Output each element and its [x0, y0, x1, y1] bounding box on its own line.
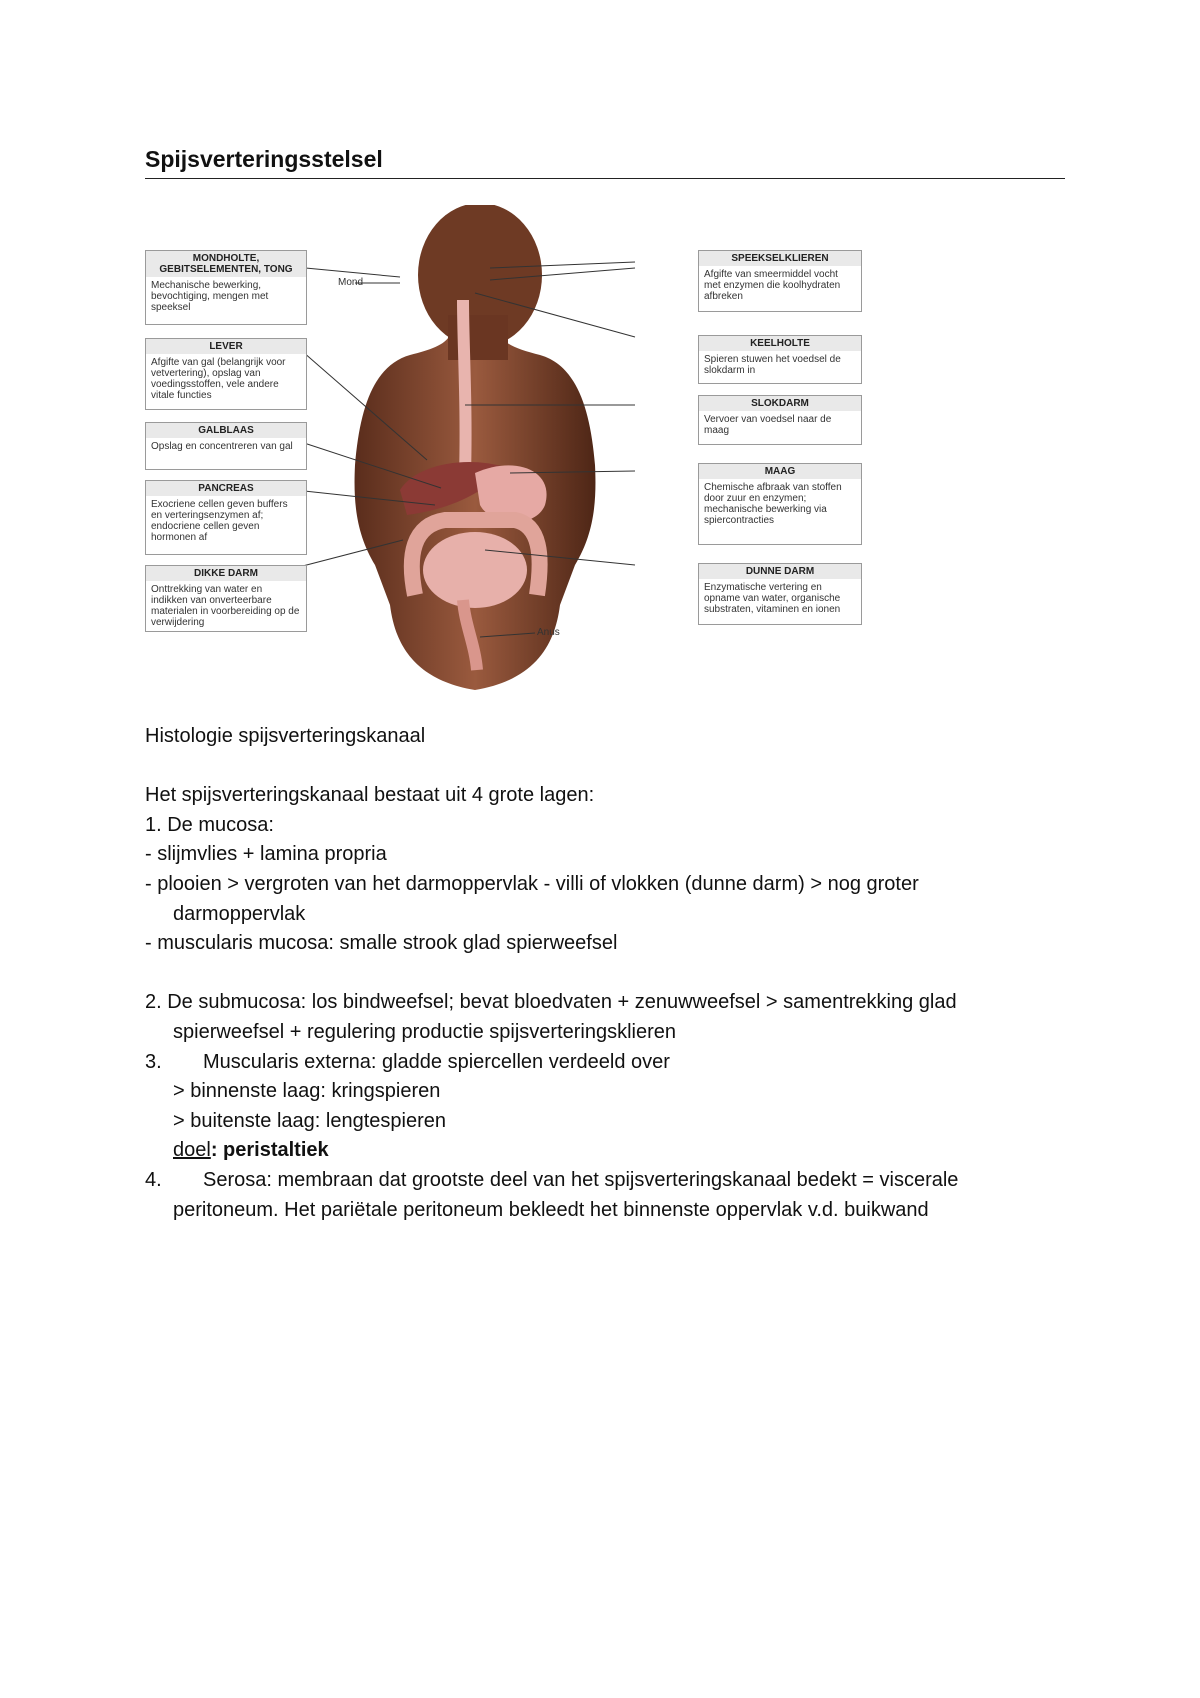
- layer-3-subitem: > binnenste laag: kringspieren: [173, 1080, 441, 1103]
- label-box-keelholte: [698, 335, 862, 384]
- label-box-text: Mechanische bewerking, bevochtiging, mengen met speeksel: [151, 280, 269, 313]
- label-box-heading: SPEEKSELKLIEREN: [699, 251, 861, 266]
- label-box-heading: DIKKE DARM: [146, 566, 306, 581]
- layer-1-heading: 1. De mucosa:: [145, 813, 274, 836]
- list-number: 4.: [145, 1168, 162, 1191]
- label-box-text: Exocriene cellen geven buffers en verteringsenzymen af; endocriene cellen geven hormonen af: [151, 499, 288, 543]
- layer-4-line-continued: peritoneum. Het pariëtale peritoneum bekleedt het binnenste oppervlak v.d. buikwand: [173, 1198, 929, 1221]
- layer-4-line: [145, 1166, 1075, 1196]
- layer-1-item: - muscularis mucosa: smalle strook glad spierweefsel: [145, 932, 618, 955]
- layer-2-line-continued: spierweefsel + regulering productie spijsverteringsklieren: [173, 1020, 677, 1043]
- label-box-pancreas: [145, 480, 307, 555]
- label-box-text: Chemische afbraak van stoffen door zuur en enzymen; mechanische bewerking via spiercontracties: [704, 482, 842, 526]
- layer-1-item: - plooien > vergroten van het darmoppervlak - villi of vlokken (dunne darm) > nog groter: [145, 872, 919, 895]
- layer-1-item-continued: darmoppervlak: [173, 902, 306, 925]
- goal-separator: :: [210, 1139, 224, 1162]
- label-box-heading: PANCREAS: [146, 481, 306, 496]
- label-box-heading: MAAG: [699, 464, 861, 479]
- intro-paragraph: Het spijsverteringskanaal bestaat uit 4 grote lagen:: [145, 784, 595, 807]
- label-box-heading: DUNNE DARM: [699, 564, 861, 579]
- label-box-speekselklieren: [698, 250, 862, 312]
- anus-label: Anus: [537, 627, 560, 638]
- layer-3-line: [145, 1048, 1075, 1078]
- label-box-galblaas: [145, 422, 307, 470]
- layer-3-subitem: > buitenste laag: lengtespieren: [173, 1109, 446, 1132]
- page-title: Spijsverteringsstelsel: [145, 146, 383, 172]
- section-heading: Histologie spijsverteringskanaal: [145, 725, 426, 747]
- label-box-mondholte: [145, 250, 307, 325]
- layer-3-text: Muscularis externa: gladde spiercellen verdeeld over: [203, 1050, 670, 1073]
- layer-4-text: Serosa: membraan dat grootste deel van het spijsverteringskanaal bedekt = viscerale: [203, 1168, 959, 1191]
- label-box-text: Afgifte van gal (belangrijk voor vetvertering), opslag van voedingsstoffen, vele andere vitale functies: [151, 357, 286, 401]
- label-box-slokdarm: [698, 395, 862, 445]
- label-box-heading: SLOKDARM: [699, 396, 861, 411]
- label-box-heading: KEELHOLTE: [699, 336, 861, 351]
- neck-silhouette: [448, 315, 508, 360]
- label-box-heading: LEVER: [146, 339, 306, 354]
- label-box-text: Spieren stuwen het voedsel de slokdarm in: [704, 354, 841, 376]
- goal-label: doel: [173, 1139, 211, 1162]
- label-box-text: Afgifte van smeermiddel vocht met enzymen die koolhydraten afbreken: [704, 269, 841, 302]
- label-box-text: Onttrekking van water en indikken van onverteerbare materialen in voorbereiding op de verwijdering: [151, 584, 300, 628]
- label-box-dikke-darm: [145, 565, 307, 632]
- label-box-heading: MONDHOLTE, GEBITSELEMENTEN, TONG: [146, 251, 306, 277]
- title-rule: [145, 178, 1065, 179]
- label-box-lever: [145, 338, 307, 410]
- layer-2-line: 2. De submucosa: los bindweefsel; bevat bloedvaten + zenuwweefsel > samentrekking glad: [145, 991, 957, 1014]
- list-number: 3.: [145, 1050, 162, 1073]
- mouth-label: Mond: [338, 277, 364, 288]
- layer-3-goal: [145, 1136, 1075, 1166]
- label-box-heading: GALBLAAS: [146, 423, 306, 438]
- label-box-text: Enzymatische vertering en opname van water, organische substraten, vitaminen en ionen: [704, 582, 841, 615]
- layer-1-item: - slijmvlies + lamina propria: [145, 843, 387, 866]
- document-body: [145, 722, 1075, 1225]
- goal-value: peristaltiek: [223, 1139, 329, 1162]
- label-box-text: Vervoer van voedsel naar de maag: [704, 414, 832, 436]
- small-intestine-shape: [423, 532, 527, 608]
- label-box-dunne-darm: [698, 563, 862, 625]
- digestive-system-figure: [145, 205, 865, 695]
- label-box-text: Opslag en concentreren van gal: [151, 441, 293, 452]
- esophagus-shape: [463, 300, 466, 475]
- label-box-maag: [698, 463, 862, 545]
